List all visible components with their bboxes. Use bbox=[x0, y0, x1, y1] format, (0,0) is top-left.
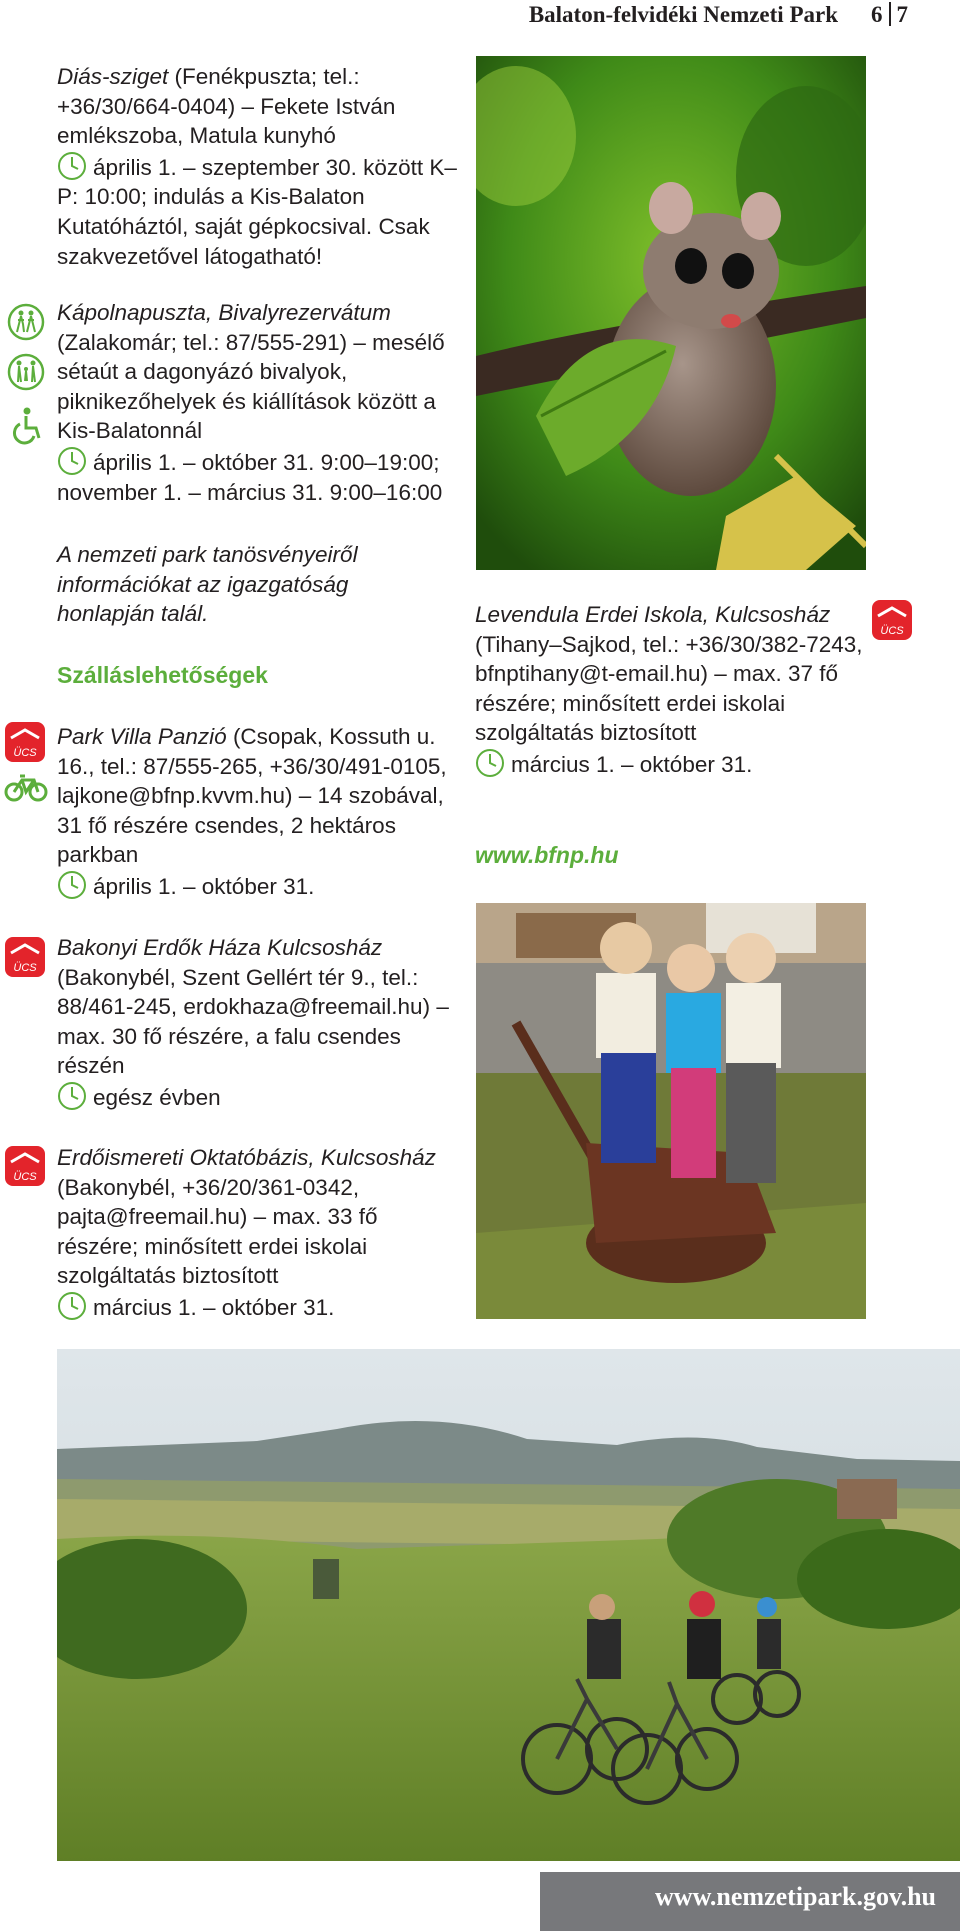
bicycle-icon bbox=[4, 766, 48, 806]
entry-dias-sziget bbox=[57, 62, 457, 271]
entry-hours: április 1. – október 31. bbox=[93, 873, 315, 899]
clock-icon bbox=[57, 151, 87, 181]
footer-url[interactable]: www.nemzetipark.gov.hu bbox=[655, 1882, 936, 1911]
entry-name: Levendula Erdei Iskola, Kulcsosház bbox=[475, 602, 831, 627]
svg-text:ÜCS: ÜCS bbox=[13, 747, 37, 759]
entry-details: (Bakonybél, +36/20/361-0342, pajta@freemail.hu) – max. 33 fő részére; minősített erdei iskolai szolgáltatás biztosított bbox=[57, 1174, 378, 1289]
page-separator bbox=[889, 2, 891, 26]
entry-hours: március 1. – október 31. bbox=[93, 1294, 335, 1320]
page-right-number: 7 bbox=[896, 2, 908, 27]
entry-details: (Fenékpuszta; tel.: +36/30/664-0404) – Fekete István emlékszoba, Matula kunyhó bbox=[57, 64, 396, 149]
entry-name: Erdőismereti Oktatóbázis, Kulcsosház bbox=[57, 1145, 436, 1170]
trail-info-note: A nemzeti park tanösvényeiről információkat az igazgatóság honlapján talál. bbox=[57, 542, 358, 627]
entry-hours: március 1. – október 31. bbox=[511, 751, 753, 777]
page-header bbox=[410, 0, 910, 34]
hiking-icon bbox=[6, 302, 46, 342]
children-on-wooden-horse-photo bbox=[476, 903, 866, 1319]
clock-icon bbox=[57, 446, 87, 476]
entry-name: Bakonyi Erdők Háza Kulcsosház bbox=[57, 935, 383, 960]
cyclists-landscape-photo bbox=[57, 1349, 960, 1861]
svg-text:ÜCS: ÜCS bbox=[13, 962, 37, 974]
ucs-icon bbox=[5, 1146, 45, 1186]
entry-kapolnapuszta bbox=[57, 298, 457, 507]
entry-name: Kápolnapuszta, Bivalyrezervátum bbox=[57, 300, 391, 325]
family-walk-icon bbox=[6, 352, 46, 392]
header-title: Balaton-felvidéki Nemzeti Park bbox=[528, 2, 838, 27]
website-link[interactable]: www.bfnp.hu bbox=[475, 842, 619, 868]
entry-park-villa-panzio bbox=[57, 722, 457, 902]
svg-text:ÜCS: ÜCS bbox=[880, 625, 904, 637]
entry-name: Diás-sziget bbox=[57, 64, 169, 89]
clock-icon bbox=[57, 1291, 87, 1321]
accommodation-heading: Szálláslehetőségek bbox=[57, 662, 268, 688]
clock-icon bbox=[475, 748, 505, 778]
entry-details: (Tihany–Sajkod, tel.: +36/30/382-7243, bfnptihany@t-email.hu) – max. 37 fő részére; minősített erdei iskolai szolgáltatás biztosított bbox=[475, 631, 863, 746]
entry-hours: április 1. – október 31. 9:00–19:00; november 1. – március 31. 9:00–16:00 bbox=[57, 449, 443, 505]
wheelchair-icon bbox=[6, 405, 46, 445]
dormouse-photo bbox=[476, 56, 866, 570]
entry-details: (Bakonybél, Szent Gellért tér 9., tel.: 88/461-245, erdokhaza@freemail.hu) – max. 30 fő részére, a falu csendes részén bbox=[57, 964, 449, 1079]
clock-icon bbox=[57, 1081, 87, 1111]
ucs-icon bbox=[872, 600, 912, 640]
clock-icon bbox=[57, 870, 87, 900]
ucs-icon bbox=[5, 937, 45, 977]
ucs-icon bbox=[5, 722, 45, 762]
entry-erdoismereti-oktatobazis bbox=[57, 1143, 457, 1323]
entry-details: (Zalakomár; tel.: 87/555-291) – mesélő sétaút a dagonyázó bivalyok, piknikezőhelyek és kiállítások között a Kis-Balatonnál bbox=[57, 329, 445, 444]
page-numbers bbox=[871, 2, 908, 28]
page-left-number: 6 bbox=[871, 2, 883, 27]
entry-levendula-erdei-iskola bbox=[475, 600, 875, 780]
footer-band bbox=[540, 1872, 960, 1931]
entry-bakonyi-erdok-haza bbox=[57, 933, 457, 1113]
entry-hours: egész évben bbox=[93, 1084, 221, 1110]
svg-text:ÜCS: ÜCS bbox=[13, 1171, 37, 1183]
entry-name: Park Villa Panzió bbox=[57, 724, 227, 749]
entry-hours: április 1. – szeptember 30. között K–P: 10:00; indulás a Kis-Balaton Kutatóháztól, saját gépkocsival. Csak szakvezetővel látogatható! bbox=[57, 154, 457, 269]
entry-details: (Csopak, Kossuth u. 16., tel.: 87/555-265, +36/30/491-0105, lajkone@bfnp.kvvm.hu) – 14 szobával, 31 fő részére csendes, 2 hektáros parkban bbox=[57, 724, 447, 868]
